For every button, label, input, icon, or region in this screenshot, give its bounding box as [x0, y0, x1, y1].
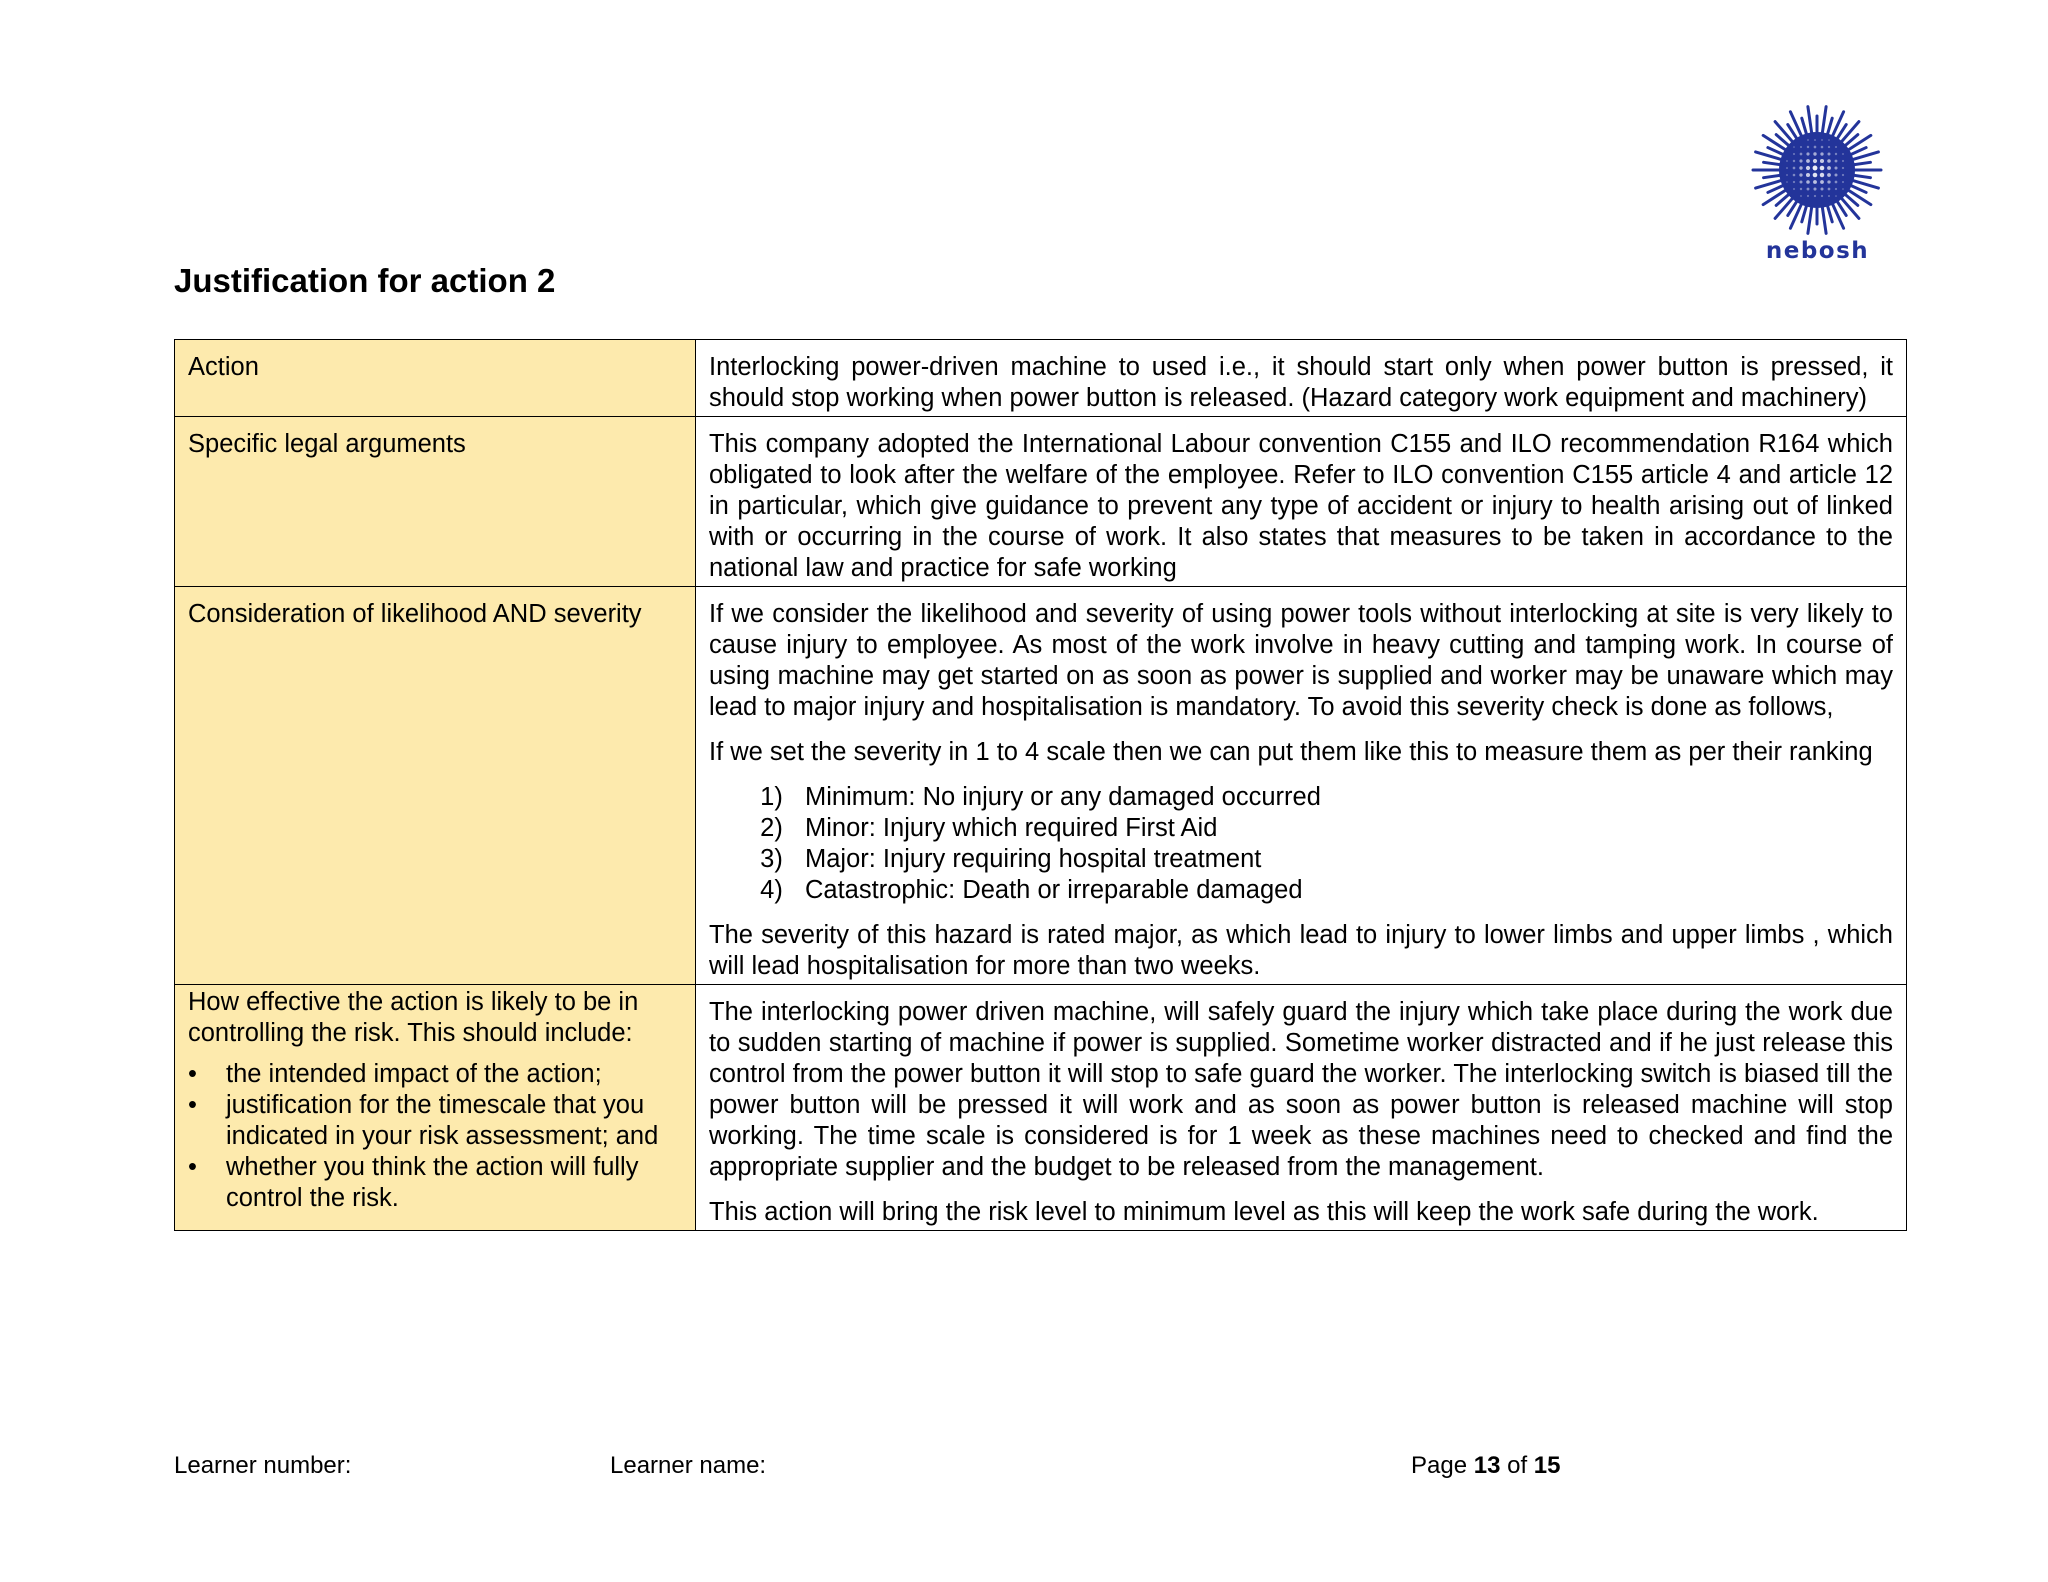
page-current: 13 [1473, 1452, 1501, 1479]
nebosh-logo [1740, 105, 1895, 270]
severity-scale-list [709, 782, 1893, 906]
likelihood-paragraph-1: If we consider the likelihood and severity of using power tools without interlocking at site is very likely to cause injury to employee. As most of the work involve in heavy cutting and tamping work. In course of using machine may get started on as soon as power is supplied and worker may be unaware which may lead to major injury and hospitalisation is mandatory. To avoid this severity check is done as follows, [709, 600, 1893, 721]
learner-name-label: Learner name: [610, 1452, 767, 1479]
page-of-word: of [1507, 1452, 1528, 1479]
effectiveness-paragraph-1: The interlocking power driven machine, will safely guard the injury which take place during the work due to sudden starting of machine if power is supplied. Sometime worker distracted and if he just release this control from the power button it will stop to safe guard the worker. The interlocking switch is biased till the power button will be pressed it will work and as soon as power button is released machine will stop working. The time scale is considered is for 1 week as these machines need to checked and find the appropriate supplier and the budget to be released from the management. [709, 998, 1893, 1181]
severity-scale-item: 4. Catastrophic: Death or irreparable damaged [797, 875, 1893, 906]
likelihood-paragraph-2: If we set the severity in 1 to 4 scale then we can put them like this to measure them as per their ranking [709, 738, 1873, 766]
effectiveness-criteria-item: • whether you think the action will fully control the risk. [226, 1152, 682, 1214]
effectiveness-text [696, 985, 1907, 1231]
action-description: Interlocking power-driven machine to used i.e., it should start only when power button is pressed, it should stop working when power button is released. (Hazard category work equipment and machinery) [709, 353, 1893, 412]
table-row-action [175, 340, 1907, 417]
action-label: Action [175, 340, 696, 417]
severity-scale-item: 2. Minor: Injury which required First Aid [797, 813, 1893, 844]
severity-scale-item: 3. Major: Injury requiring hospital treatment [797, 844, 1893, 875]
likelihood-severity-text [696, 587, 1907, 985]
legal-arguments-paragraph: This company adopted the International Labour convention C155 and ILO recommendation R164 which obligated to look after the welfare of the employee. Refer to ILO convention C155 article 4 and article 12 in particular, which give guidance to prevent any type of accident or injury to health arising out of linked with or occurring in the course of work. It also states that measures to be taken in accordance to the national law and practice for safe working [709, 430, 1893, 582]
effectiveness-criteria-item: • justification for the timescale that you indicated in your risk assessment; and [226, 1090, 682, 1152]
justification-table [174, 339, 1907, 1231]
page-total: 15 [1533, 1452, 1561, 1479]
legal-arguments-label: Specific legal arguments [175, 417, 696, 587]
table-row-likelihood-severity [175, 587, 1907, 985]
page-number [1411, 1452, 1561, 1480]
legal-arguments-text [696, 417, 1907, 587]
nebosh-starburst-logo-icon [1740, 105, 1895, 240]
effectiveness-criteria-list [188, 1059, 682, 1214]
table-row-legal-arguments [175, 417, 1907, 587]
nebosh-wordmark: nebosh [1765, 238, 1870, 264]
learner-number-label: Learner number: [174, 1452, 352, 1479]
effectiveness-label-cell [175, 985, 696, 1231]
table-row-effectiveness [175, 985, 1907, 1231]
likelihood-paragraph-3: The severity of this hazard is rated major, as which lead to injury to lower limbs and upper limbs , which will lead hospitalisation for more than two weeks. [709, 921, 1893, 980]
effectiveness-paragraph-2: This action will bring the risk level to minimum level as this will keep the work safe during the work. [709, 1198, 1819, 1226]
severity-scale-item: 1. Minimum: No injury or any damaged occurred [797, 782, 1893, 813]
action-text [696, 340, 1907, 417]
effectiveness-criteria-item: • the intended impact of the action; [226, 1059, 682, 1090]
page-title: Justification for action 2 [174, 262, 556, 299]
effectiveness-label: How effective the action is likely to be in controlling the risk. This should include: [188, 988, 639, 1047]
likelihood-severity-label: Consideration of likelihood AND severity [175, 587, 696, 985]
page-word: Page [1411, 1452, 1468, 1479]
